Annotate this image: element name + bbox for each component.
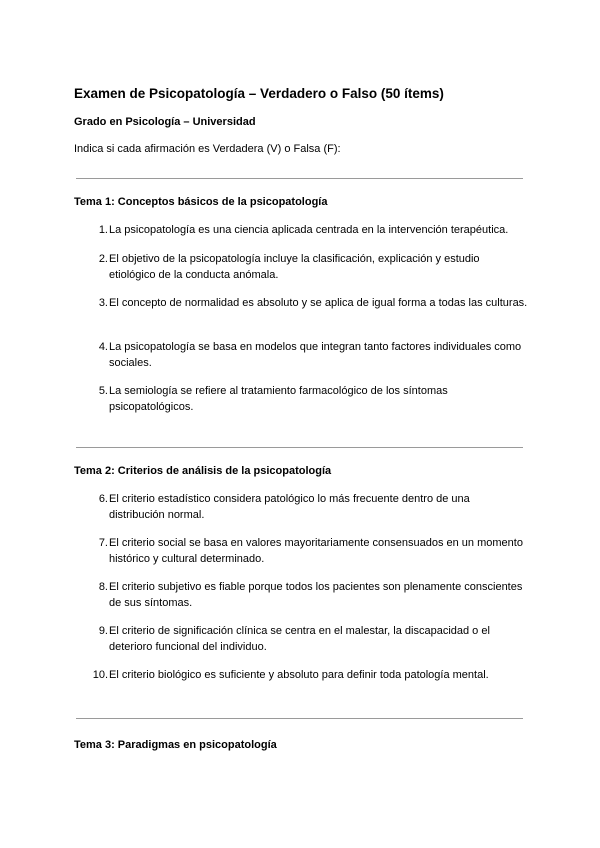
item-number: 6. bbox=[98, 493, 108, 505]
item-number: 1. bbox=[98, 224, 108, 236]
item-text: El criterio subjetivo es fiable porque todos los pacientes son plenamente conscientes de sus síntomas. bbox=[109, 581, 523, 609]
list-item bbox=[88, 222, 528, 238]
list-item bbox=[88, 535, 528, 567]
item-text: El concepto de normalidad es absoluto y se aplica de igual forma a todas las culturas. bbox=[109, 297, 528, 309]
list-item bbox=[88, 383, 528, 415]
item-text: El criterio estadístico considera patológico lo más frecuente dentro de una distribución normal. bbox=[109, 493, 470, 521]
list-item bbox=[88, 667, 528, 683]
section-divider bbox=[76, 718, 523, 719]
section-divider bbox=[76, 447, 523, 448]
item-number: 8. bbox=[98, 581, 108, 593]
item-text: La semiología se refiere al tratamiento farmacológico de los síntomas psicopatológicos. bbox=[109, 385, 448, 413]
item-number: 9. bbox=[98, 625, 108, 637]
section-divider bbox=[76, 178, 523, 179]
section-title-tema-2: Tema 2: Criterios de análisis de la psicopatología bbox=[74, 465, 332, 477]
list-item bbox=[88, 339, 528, 371]
instructions-text: Indica si cada afirmación es Verdadera (V) o Falsa (F): bbox=[74, 143, 341, 155]
section-title-tema-1: Tema 1: Conceptos básicos de la psicopatología bbox=[74, 196, 328, 208]
document-title: Examen de Psicopatología – Verdadero o Falso (50 ítems) bbox=[74, 86, 444, 101]
list-item bbox=[88, 579, 528, 611]
item-text: La psicopatología es una ciencia aplicada centrada en la intervención terapéutica. bbox=[109, 224, 509, 236]
item-number: 2. bbox=[98, 253, 108, 265]
item-number: 5. bbox=[98, 385, 108, 397]
item-text: La psicopatología se basa en modelos que integran tanto factores individuales como sociales. bbox=[109, 341, 522, 369]
document-subtitle: Grado en Psicología – Universidad bbox=[74, 116, 256, 128]
item-text: El criterio de significación clínica se centra en el malestar, la discapacidad o el deterioro funcional del individuo. bbox=[109, 625, 490, 653]
item-text: El criterio social se basa en valores mayoritariamente consensuados en un momento histórico y cultural determinado. bbox=[109, 537, 523, 565]
list-item bbox=[88, 623, 528, 655]
section-title-tema-3: Tema 3: Paradigmas en psicopatología bbox=[74, 739, 277, 751]
item-number: 7. bbox=[98, 537, 108, 549]
item-text: El criterio biológico es suficiente y absoluto para definir toda patología mental. bbox=[109, 669, 489, 681]
item-number: 4. bbox=[98, 341, 108, 353]
list-item bbox=[88, 251, 528, 283]
item-text: El objetivo de la psicopatología incluye la clasificación, explicación y estudio etiológico de la conducta anómala. bbox=[109, 253, 480, 281]
list-item bbox=[88, 295, 528, 311]
item-number: 10. bbox=[92, 669, 108, 681]
list-item bbox=[88, 491, 528, 523]
item-number: 3. bbox=[98, 297, 108, 309]
